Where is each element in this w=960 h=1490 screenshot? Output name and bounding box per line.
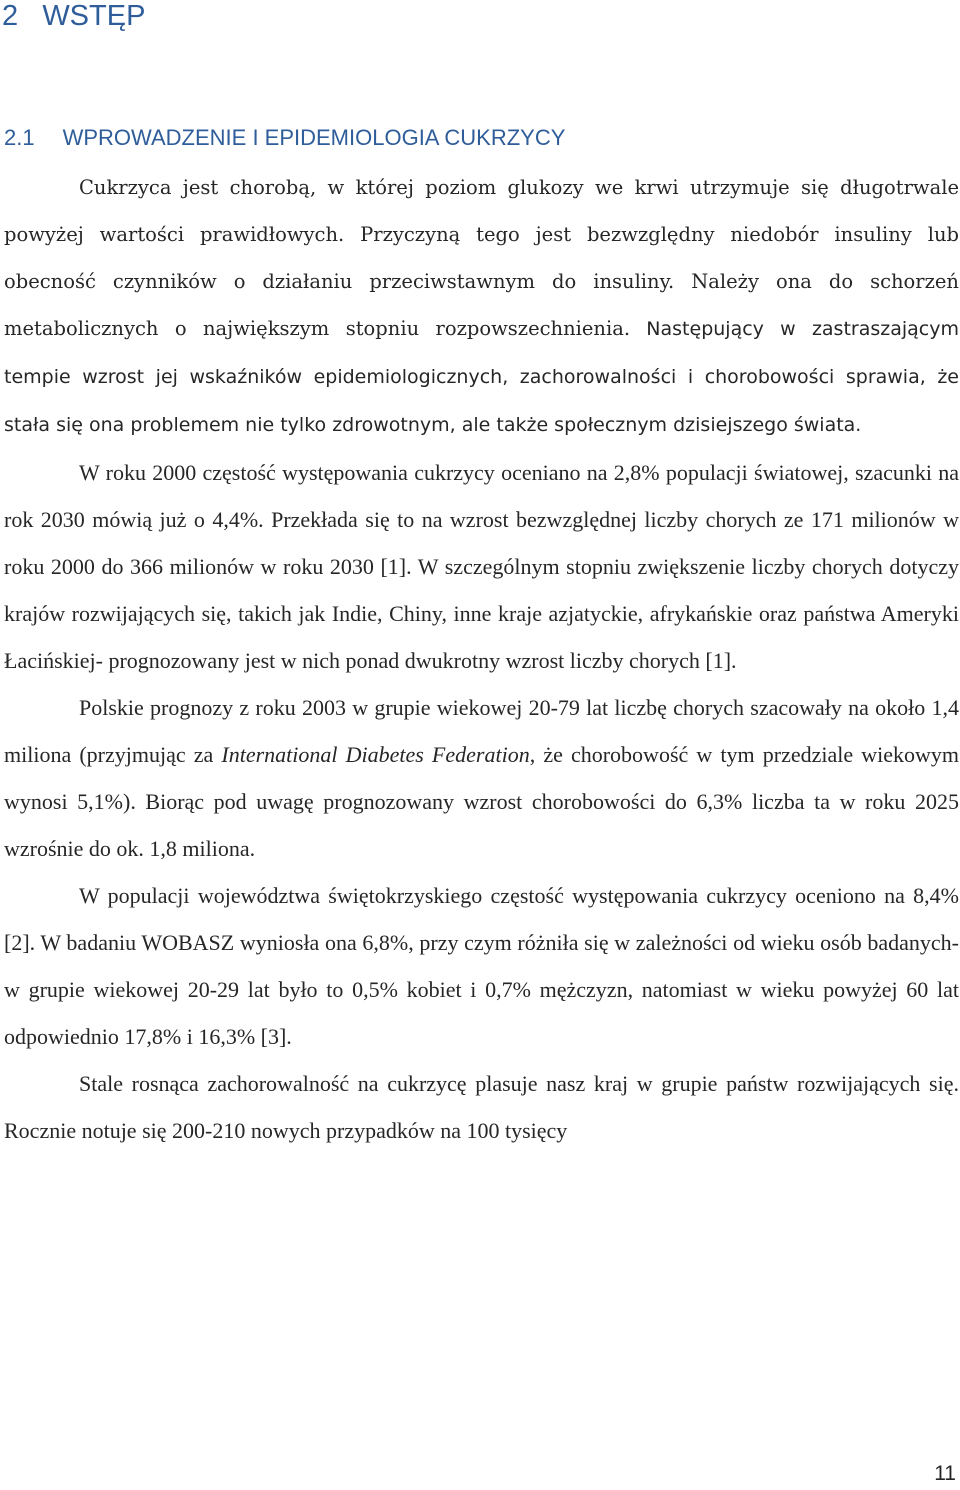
paragraph-2-part-a: W roku 2000 częstość występowania cukrzycy oceniano na 2,8% populacji światowej, szacunki na rok 2030 mówią już o 4,4%. — [4, 460, 959, 532]
chapter-number: 2 — [2, 0, 19, 32]
paragraph-5 — [4, 1060, 959, 1154]
paragraph-5-text: Stale rosnąca zachorowalność na cukrzycę plasuje nasz kraj w grupie państw rozwijających się. Rocznie notuje się 200-210 nowych przypadków na 100 tysięcy — [4, 1071, 959, 1143]
section-number: 2.1 — [4, 125, 35, 150]
paragraph-3-part-a: Polskie prognozy z roku 2003 w grupie wiekowej 20-79 lat liczbę chorych szacowały na około 1,4 miliona (przyjmując za — [4, 695, 959, 767]
paragraph-4-text: W populacji województwa świętokrzyskiego częstość występowania cukrzycy oceniono na 8,4% [2]. W badaniu WOBASZ wyniosła ona 6,8%, przy czym różniła się w zależności od wieku osób badanych- w grupie wiekowej 20-29 lat było to 0,5% kobiet i 0,7% mężczyzn, natomiast w wieku powyżej 60 lat odpowiednio 17,8% i 16,3% [3]. — [4, 883, 959, 1049]
paragraph-2-part-b: Przekłada się to na wzrost bezwzględnej liczby chorych ze 171 milionów w roku 2000 do 366 milionów w roku 2030 [1]. W szczególnym stopniu zwiększenie liczby chorych dotyczy krajów rozwijających się, takich jak Indie, Chiny, inne kraje azjatyckie, afrykańskie oraz państwa Ameryki Łacińskiej- prognozowany jest w nich ponad dwukrotny wzrost liczby chorych [1]. — [4, 507, 959, 673]
paragraph-3-part-b: , że chorobowość w tym przedziale wiekowym wynosi 5,1%). Biorąc pod uwagę prognozowany wzrost chorobowości do 6,3% liczba ta w roku 2025 wzrośnie do ok. 1,8 miliona. — [4, 742, 960, 861]
chapter-heading — [2, 0, 145, 32]
body-text — [4, 164, 959, 1154]
paragraph-1-part-b: Następujący w zastraszającym tempie wzrost jej wskaźników epidemiologicznych, zachorowalności i chorobowości sprawia, że stała się ona problemem nie tylko zdrowotnym, ale także społecznym dzisiejszego świata. — [4, 318, 959, 436]
page-number: 11 — [934, 1462, 956, 1485]
paragraph-4 — [4, 872, 959, 1060]
paragraph-1 — [4, 164, 959, 449]
paragraph-2 — [4, 449, 959, 684]
paragraph-1-part-a: Cukrzyca jest chorobą, w której poziom glukozy we krwi utrzymuje się długotrwale powyżej wartości prawidłowych. Przyczyną tego jest bezwzględny niedobór insuliny lub obecność czynników o działaniu przeciwstawnym do insuliny. Należy ona do schorzeń metabolicznych o największym stopniu rozpowszechnienia. — [4, 176, 959, 340]
section-title: WPROWADZENIE I EPIDEMIOLOGIA CUKRZYCY — [62, 125, 566, 150]
paragraph-3-emphasis: International Diabetes Federation — [221, 742, 530, 767]
section-heading — [4, 124, 565, 152]
chapter-title: WSTĘP — [42, 0, 146, 32]
paragraph-3 — [4, 684, 959, 872]
